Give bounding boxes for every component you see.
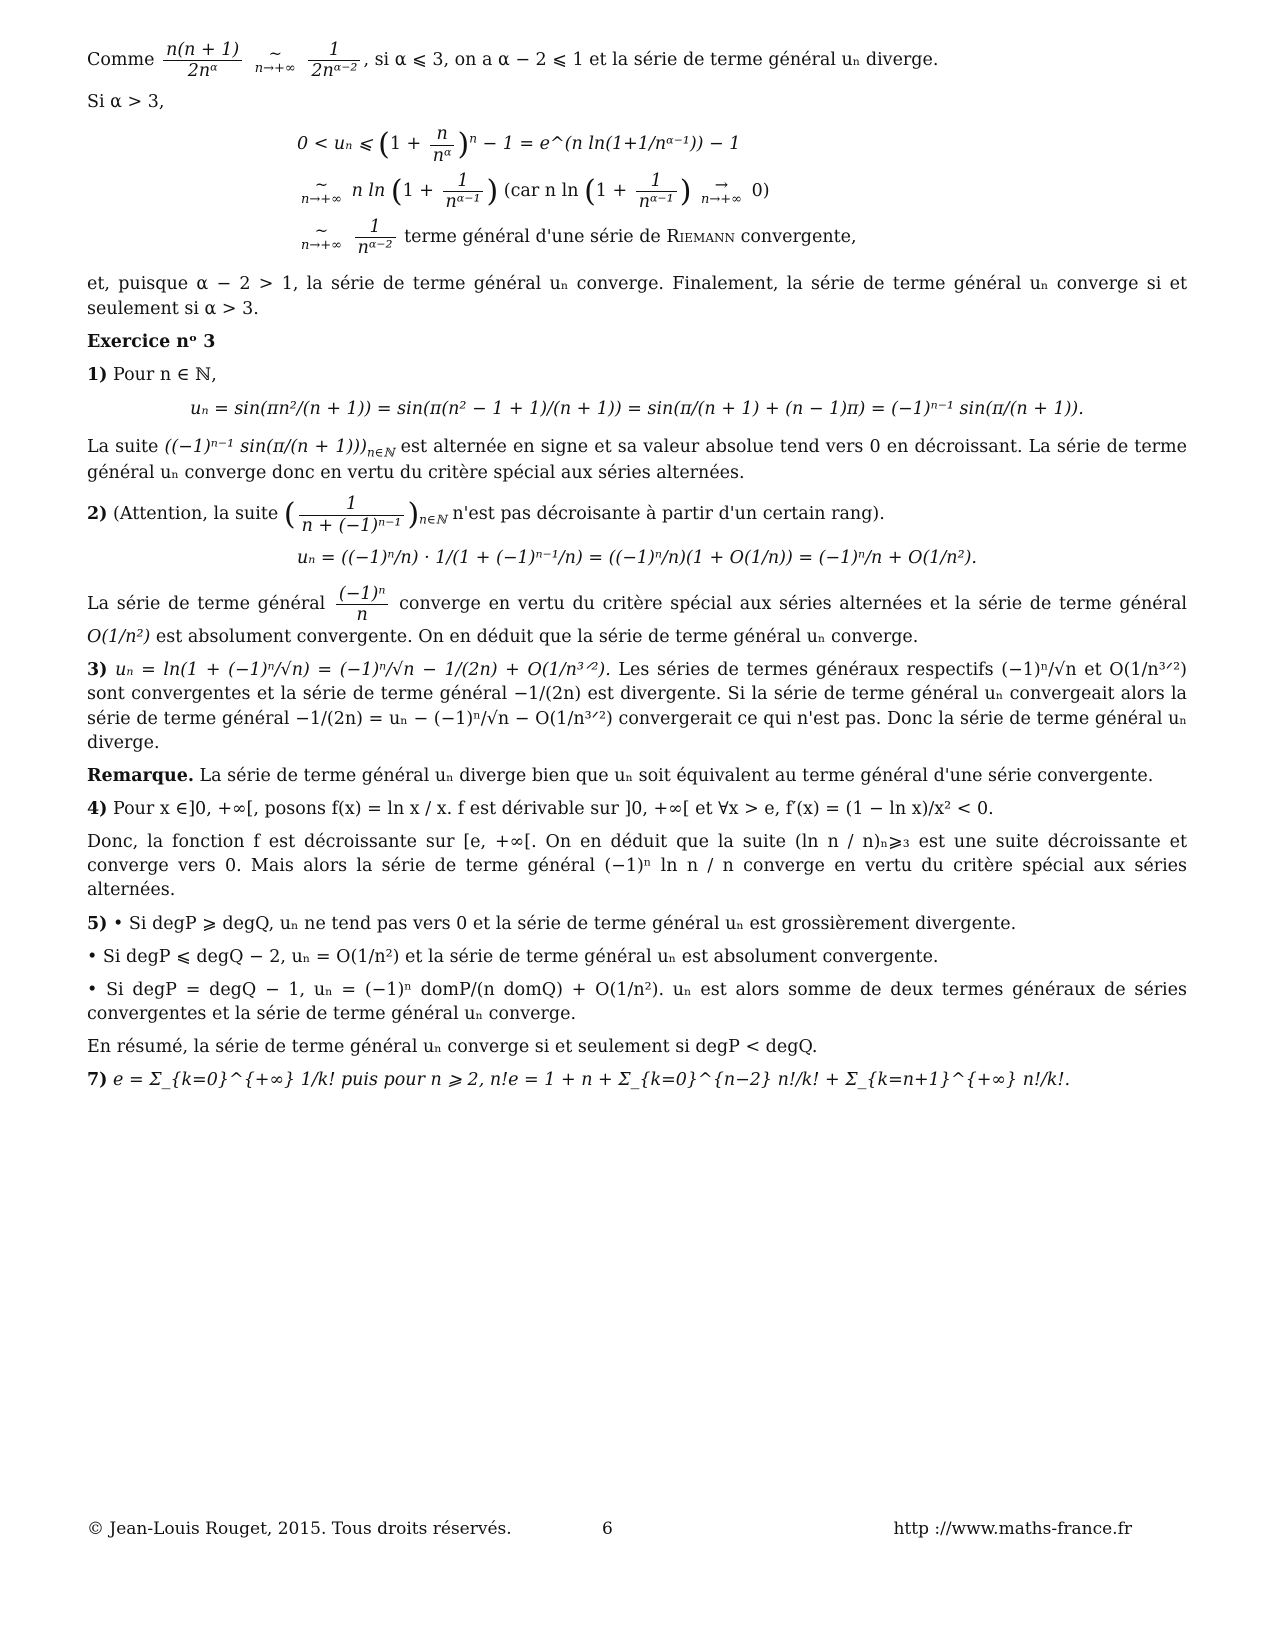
fraction-1-over-2n-alpha-minus-2: $\frac{1}{\text{2nᵅ⁻²}}$ xyxy=(308,40,360,81)
question-1-intro: 1) Pour n ∈ ℕ, xyxy=(87,364,217,385)
equivalence-chain xyxy=(87,124,1187,258)
exercise-3-title: Exercice nᵒ 3 xyxy=(87,331,216,352)
question-7: 7) e = Σ_{k=0}^{+∞} 1/k! puis pour n ⩾ 2, n!e = 1 + n + Σ_{k=0}^{n−2} n!/k! + Σ_{k=n+1}^{+∞} n!/k!. xyxy=(87,1070,1071,1091)
intro-line-1 xyxy=(87,40,1187,81)
riemann-name: Riemann xyxy=(666,227,736,248)
footer-copyright: © Jean-Louis Rouget, 2015. Tous droits réservés. xyxy=(87,1519,512,1539)
question-5-bullet-3: • Si degP = degQ − 1, uₙ = (−1)ⁿ domP/(n domQ) + O(1/n²). uₙ est alors somme de deux termes généraux de séries convergentes et la série de terme général uₙ converge. xyxy=(87,979,1187,1024)
question-5-bullet-1: 5) • Si degP ⩾ degQ, uₙ ne tend pas vers 0 et la série de terme général uₙ est grossièrement divergente. xyxy=(87,913,1017,934)
remarque: Remarque. La série de terme général uₙ diverge bien que uₙ soit équivalent au terme général d'une série convergente. xyxy=(87,765,1154,786)
intro-line-2: Si α > 3, xyxy=(87,92,165,113)
footer-url[interactable]: http ://www.maths-france.fr xyxy=(893,1519,1132,1539)
question-5-bullet-2: • Si degP ⩽ degQ − 2, uₙ = O(1/n²) et la série de terme général uₙ est absolument convergente. xyxy=(87,946,939,967)
question-3: 3) uₙ = ln(1 + (−1)ⁿ/√n) = (−1)ⁿ/√n − 1/(2n) + O(1/n³ᐟ²). Les séries de termes généraux respectifs (−1)ⁿ/√n et O(1/n³ᐟ²) sont convergentes et la série de terme général −1/(2n) est divergente. Si la série de terme général uₙ convergeait alors la série de terme général −1/(2n) = uₙ − (−1)ⁿ/√n − O(1/n³ᐟ²) convergerait ce qui n'est pas. Donc la série de terme général uₙ diverge. xyxy=(87,660,1187,753)
question-2-conclusion: La série de terme général $\frac{\text{(−1)ⁿ}}{n}$ converge en vertu du critère spécial aux séries alternées et la série de terme général O(1/n²) est absolument convergente. On en déduit que la série de terme général uₙ converge. xyxy=(87,583,1187,648)
text-comme: Comme xyxy=(87,50,155,71)
document-page xyxy=(87,40,1187,1101)
intro-line-1-rest: , si α ⩽ 3, on a α − 2 ⩽ 1 et la série de terme général uₙ diverge. xyxy=(363,50,939,71)
chain-row-3: ~ n→+∞ $\frac{1}{\text{nᵅ⁻²}}$ terme général d'une série de Riemann convergente, xyxy=(301,217,857,259)
chain-row-2: ~ n→+∞ n ln (1 + $\frac{1}{\text{nᵅ⁻¹}}$ ) (car n ln (1 + $\frac{1}{\text{nᵅ⁻¹}}$ ) → n→+∞ 0) xyxy=(301,170,770,212)
question-4-line-2: Donc, la fonction f est décroissante sur [e, +∞[. On en déduit que la suite (ln n / n)ₙ⩾₃ est une suite décroissante et converge vers 0. Mais alors la série de terme général (−1)ⁿ ln n / n converge en vertu du critère spécial aux séries alternées. xyxy=(87,832,1187,901)
footer-page-number: 6 xyxy=(602,1519,613,1539)
equiv-symbol: ~ n→+∞ xyxy=(254,43,296,77)
conclusion-alpha: et, puisque α − 2 > 1, la série de terme général uₙ converge. Finalement, la série de terme général uₙ converge si et seulement si α > 3. xyxy=(87,274,1187,319)
question-4-line-1: 4) Pour x ∈]0, +∞[, posons f(x) = ln x / x. f est dérivable sur ]0, +∞[ et ∀x > e, f′(x) = (1 − ln x)/x² < 0. xyxy=(87,798,994,819)
question-1-formula: uₙ = sin(πn²/(n + 1)) = sin(π(n² − 1 + 1)/(n + 1)) = sin(π/(n + 1) + (n − 1)π) = (−1)ⁿ⁻¹ sin(π/(n + 1)). xyxy=(190,398,1084,419)
question-2-intro: 2) (Attention, la suite ( $\frac{1}{\text{n + (−1)ⁿ⁻¹}}$ )$_{n\in ℕ}$ n'est pas décroisante à partir d'un certain rang). xyxy=(87,494,885,536)
question-1-suite: La suite ((−1)ⁿ⁻¹ $\sin(\pi/(n + 1)))_{n\in ℕ}$ est alternée en signe et sa valeur absolue tend vers 0 en décroissant. La série de terme général uₙ converge donc en vertu du critère spécial aux séries alternées. xyxy=(87,437,1187,484)
fraction-n-n-plus-1-over-2n-alpha: $\frac{n(n + 1)}{\text{2nᵅ}}$ xyxy=(163,40,242,81)
chain-row-1: 0 < uₙ ⩽ (1 + $\frac{n}{\text{nᵅ}}$ )$^n$ − 1 = e^(n ln(1+1/nᵅ⁻¹)) − 1 xyxy=(297,124,741,166)
question-5-resume: En résumé, la série de terme général uₙ converge si et seulement si degP < degQ. xyxy=(87,1037,818,1058)
question-2-formula: uₙ = ((−1)ⁿ/n) · 1/(1 + (−1)ⁿ⁻¹/n) = ((−1)ⁿ/n)(1 + O(1/n)) = (−1)ⁿ/n + O(1/n²). xyxy=(297,547,977,568)
